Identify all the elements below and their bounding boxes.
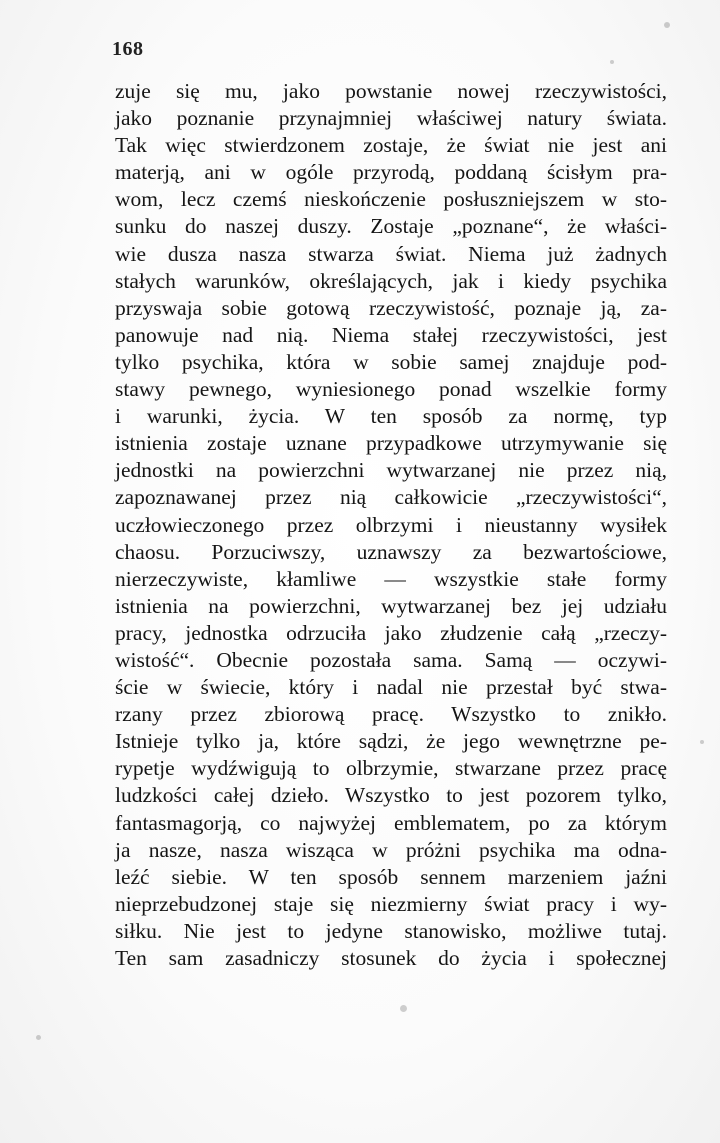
text-line: ludzkości całej dzieło. Wszystko to jest pozorem tylko,: [115, 783, 667, 808]
text-line: zuje się mu, jako powstanie nowej rzeczywistości,: [115, 79, 667, 103]
text-line: stałych warunków, określających, jak i kiedy psychika: [115, 268, 667, 293]
scan-speck: [36, 1035, 41, 1040]
text-line: tylko psychika, która w sobie samej znajduje pod-: [115, 349, 667, 374]
text-line: istnienia na powierzchni, wytwarzanej bez jej udziału: [115, 593, 667, 618]
scan-speck: [610, 60, 614, 64]
text-line: panowuje nad nią. Niema stałej rzeczywistości, jest: [115, 322, 667, 347]
text-line: ja nasze, nasza wisząca w próżni psychika ma odna-: [115, 837, 667, 862]
text-line: istnienia zostaje uznane przypadkowe utrzymywanie się: [115, 431, 667, 456]
text-line: chaosu. Porzuciwszy, uznawszy za bezwartościowe,: [115, 539, 667, 564]
text-line: i warunki, życia. W ten sposób za normę, typ: [115, 404, 667, 429]
text-line: przyswaja sobie gotową rzeczywistość, poznaje ją, za-: [115, 295, 667, 320]
text-line: leźć siebie. W ten sposób sennem marzeniem jaźni: [115, 864, 667, 889]
text-line: sunku do naszej duszy. Zostaje „poznane“, że właści-: [115, 214, 667, 239]
text-line: wie dusza nasza stwarza świat. Niema już żadnych: [115, 241, 667, 266]
text-line: stawy pewnego, wyniesionego ponad wszelkie formy: [115, 377, 667, 402]
scan-speck: [400, 1005, 407, 1012]
body-text: [115, 78, 667, 972]
text-line: siłku. Nie jest to jedyne stanowisko, możliwe tutaj.: [115, 918, 667, 943]
text-line: nierzeczywiste, kłamliwe — wszystkie stałe formy: [115, 566, 667, 591]
text-line: fantasmagorją, co najwyżej emblematem, po za którym: [115, 810, 667, 835]
text-line: rypetje wydźwigują to olbrzymie, stwarzane przez pracę: [115, 756, 667, 781]
text-line: Tak więc stwierdzonem zostaje, że świat nie jest ani: [115, 133, 667, 158]
text-line: wistość“. Obecnie pozostała sama. Samą — oczywi-: [115, 647, 667, 672]
text-line: uczłowieczonego przez olbrzymi i nieustanny wysiłek: [115, 512, 667, 537]
text-line: materją, ani w ogóle przyrodą, poddaną ścisłym pra-: [115, 160, 667, 185]
text-line: nieprzebudzonej staje się niezmierny świat pracy i wy-: [115, 891, 667, 916]
text-line: zapoznawanej przez nią całkowicie „rzeczywistości“,: [115, 485, 667, 510]
page-number: 168: [112, 38, 144, 60]
text-line: jako poznanie przynajmniej właściwej natury świata.: [115, 106, 667, 131]
scan-speck: [700, 740, 704, 744]
text-line: Ten sam zasadniczy stosunek do życia i społecznej: [115, 946, 667, 970]
text-line: pracy, jednostka odrzuciła jako złudzenie całą „rzeczy-: [115, 620, 667, 645]
text-line: Istnieje tylko ja, które sądzi, że jego wewnętrzne pe-: [115, 729, 667, 754]
text-line: jednostki na powierzchni wytwarzanej nie przez nią,: [115, 458, 667, 483]
text-line: ście w świecie, który i nadal nie przestał być stwa-: [115, 675, 667, 700]
scan-speck: [664, 22, 670, 28]
text-line: rzany przez zbiorową pracę. Wszystko to znikło.: [115, 702, 667, 727]
text-line: wom, lecz czemś nieskończenie posłuszniejszem w sto-: [115, 187, 667, 212]
